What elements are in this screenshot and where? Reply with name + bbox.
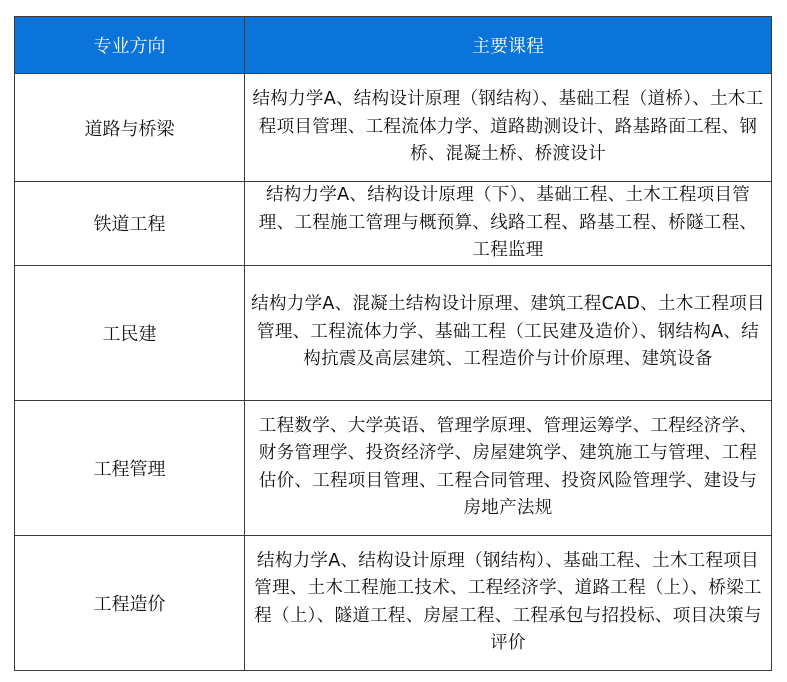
courses-cell: 结构力学A、结构设计原理（下）、基础工程、土木工程项目管理、工程施工管理与概预算、线路工程、路基工程、桥隧工程、工程监理 <box>245 182 772 266</box>
table-row <box>15 182 772 266</box>
courses-cell: 结构力学A、混凝土结构设计原理、建筑工程CAD、土木工程项目管理、工程流体力学、基础工程（工民建及造价）、钢结构A、结构抗震及高层建筑、工程造价与计价原理、建筑设备 <box>245 265 772 400</box>
courses-cell: 工程数学、大学英语、管理学原理、管理运筹学、工程经济学、财务管理学、投资经济学、房屋建筑学、建筑施工与管理、工程估价、工程项目管理、工程合同管理、投资风险管理学、建设与房地产法规 <box>245 400 772 535</box>
direction-cell: 铁道工程 <box>15 182 245 266</box>
course-table-container <box>14 16 771 671</box>
header-direction: 专业方向 <box>15 17 245 74</box>
direction-cell: 工程造价 <box>15 535 245 670</box>
direction-cell: 工程管理 <box>15 400 245 535</box>
direction-cell: 道路与桥梁 <box>15 74 245 182</box>
header-courses: 主要课程 <box>245 17 772 74</box>
table-row <box>15 74 772 182</box>
courses-cell: 结构力学A、结构设计原理（钢结构）、基础工程（道桥）、土木工程项目管理、工程流体力学、道路勘测设计、路基路面工程、钢桥、混凝土桥、桥渡设计 <box>245 74 772 182</box>
table-row <box>15 400 772 535</box>
direction-cell: 工民建 <box>15 265 245 400</box>
table-row <box>15 535 772 670</box>
table-row <box>15 265 772 400</box>
table-header-row <box>15 17 772 74</box>
course-table <box>14 16 772 671</box>
courses-cell: 结构力学A、结构设计原理（钢结构）、基础工程、土木工程项目管理、土木工程施工技术、工程经济学、道路工程（上）、桥梁工程（上）、隧道工程、房屋工程、工程承包与招投标、项目决策与评价 <box>245 535 772 670</box>
